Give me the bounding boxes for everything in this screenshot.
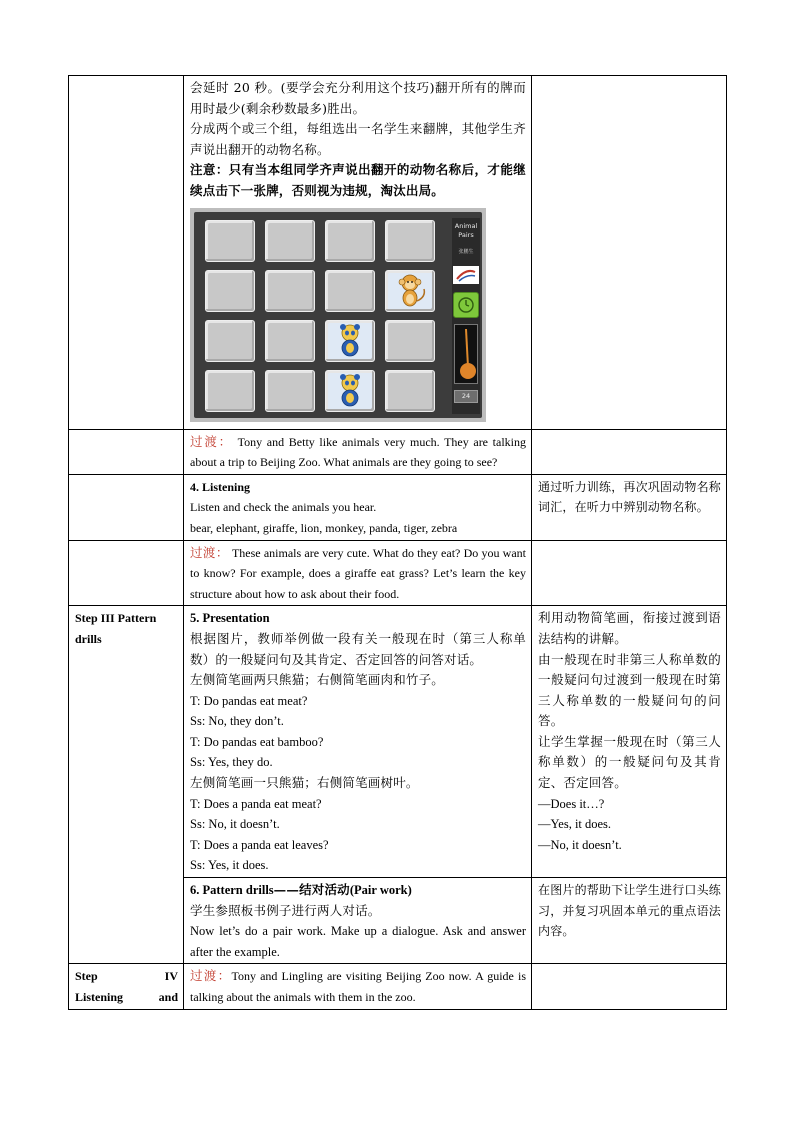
table-row	[69, 878, 727, 964]
card-back	[265, 320, 315, 362]
panda-card	[325, 370, 375, 412]
table-row	[69, 474, 727, 540]
text-line: 左侧简笔画两只熊猫；右侧简笔画肉和竹子。	[190, 672, 445, 688]
step-cell: Step IV Listening and	[69, 964, 184, 1009]
purpose-cell	[532, 76, 727, 430]
step-cell	[69, 540, 184, 606]
animal-pairs-game-screenshot	[190, 208, 486, 422]
activity-cell	[184, 540, 532, 606]
table-row	[69, 606, 727, 878]
text-line: 让学生掌握一般现在时（第三人称单数）的一般疑问句及其肯定、否定回答。	[538, 733, 721, 791]
transition-text: Tony and Betty like animals very much. They are talking about a trip to Beijing Zoo. What animals are they going to see?	[190, 434, 526, 470]
text-line: Now let’s do a pair work. Make up a dialogue. Ask and answer after the example.	[190, 924, 526, 959]
text-line: —No, it doesn’t.	[538, 837, 622, 852]
card-back	[205, 270, 255, 312]
card-grid	[203, 218, 448, 413]
card-back	[385, 220, 435, 262]
transition-label: 过渡：	[190, 545, 229, 560]
transition-text: Tony and Lingling are visiting Beijing Zoo now. A guide is talking about the animals with them in the zoo.	[190, 969, 527, 1004]
timer-icon	[453, 292, 479, 318]
game-sidebar	[452, 218, 480, 414]
purpose-cell	[532, 429, 727, 474]
card-back	[205, 320, 255, 362]
activity-cell	[184, 878, 532, 964]
game-author: 张鹏生	[458, 248, 474, 255]
card-back	[265, 270, 315, 312]
section-heading: 4. Listening	[190, 479, 251, 494]
text-line: 根据图片，教师举例做一段有关一般现在时（第三人称单数）的一般疑问句及其肯定、否定回答的问答对话。	[190, 630, 526, 667]
panda-icon	[326, 321, 374, 361]
step-cell	[69, 76, 184, 430]
text-line: 会延时 20 秒。(要学会充分利用这个技巧)翻开所有的牌而用时最少(剩余秒数最多)胜出。	[190, 80, 526, 116]
lesson-plan-table	[68, 75, 727, 1010]
panda-icon	[326, 371, 374, 411]
dialogue-line: Ss: No, it doesn’t.	[190, 817, 280, 832]
card-back	[205, 220, 255, 262]
transition-label: 过渡：	[190, 969, 232, 984]
section-heading: 6. Pattern drills——结对活动(Pair work)	[190, 882, 412, 898]
card-back	[385, 370, 435, 412]
dialogue-line: T: Does a panda eat meat?	[190, 796, 322, 811]
card-back	[205, 370, 255, 412]
text-line: 由一般现在时非第三人称单数的一般疑问句过渡到一般现在时第三人称单数的一般疑问句的问答。	[538, 651, 721, 729]
text-line: 学生参照板书例子进行两人对话。	[190, 902, 381, 918]
activity-cell	[184, 964, 532, 1009]
dialogue-line: Ss: Yes, it does.	[190, 858, 269, 873]
purpose-cell	[532, 540, 727, 606]
progress-gauge	[454, 324, 478, 384]
panda-card	[325, 320, 375, 362]
purpose-cell: 通过听力训练，再次巩固动物名称词汇，在听力中辨别动物名称。	[532, 474, 727, 540]
section-heading: 5. Presentation	[190, 611, 270, 626]
dialogue-line: T: Does a panda eat leaves?	[190, 837, 329, 852]
card-back	[265, 220, 315, 262]
step-cell	[69, 474, 184, 540]
text-line: —Does it…?	[538, 796, 605, 811]
transition-text: These animals are very cute. What do they eat? Do you want to know? For example, does a giraffe eat grass? Let’s learn the key structure about how to ask about their food.	[190, 545, 526, 601]
logo-icon	[453, 266, 479, 284]
purpose-cell: 在图片的帮助下让学生进行口头练习，并复习巩固本单元的重点语法内容。	[532, 878, 727, 964]
table-row	[69, 429, 727, 474]
text-line: Listen and check the animals you hear.	[190, 500, 377, 515]
step-cell	[69, 878, 184, 964]
card-back	[385, 320, 435, 362]
table-row	[69, 964, 727, 1009]
card-back	[325, 220, 375, 262]
note-text: 注意：只有当本组同学齐声说出翻开的动物名称后，才能继续点击下一张牌，否则视为违规，淘汰出局。	[190, 162, 526, 198]
activity-cell	[184, 606, 532, 878]
dialogue-line: T: Do pandas eat bamboo?	[190, 734, 324, 749]
step-cell: Step III Pattern drills	[69, 606, 184, 878]
activity-cell	[184, 429, 532, 474]
monkey-icon	[386, 271, 434, 311]
activity-cell	[184, 76, 532, 430]
text-line: 利用动物简笔画，衔接过渡到语法结构的讲解。	[538, 610, 721, 646]
dialogue-line: Ss: Yes, they do.	[190, 755, 273, 770]
step-cell	[69, 429, 184, 474]
activity-cell	[184, 474, 532, 540]
text-line: —Yes, it does.	[538, 817, 612, 832]
remaining-counter: 24	[454, 390, 478, 403]
card-back	[325, 270, 375, 312]
dialogue-line: T: Do pandas eat meat?	[190, 693, 308, 708]
table-row	[69, 76, 727, 430]
text-line: 左侧简笔画一只熊猫；右侧简笔画树叶。	[190, 775, 419, 791]
game-title: Animal Pairs	[454, 221, 478, 239]
transition-label: 过渡：	[190, 434, 234, 449]
purpose-cell	[532, 964, 727, 1009]
dialogue-line: Ss: No, they don’t.	[190, 714, 284, 729]
text-line: 分成两个或三个组，每组选出一名学生来翻牌，其他学生齐声说出翻开的动物名称。	[190, 121, 526, 157]
card-back	[265, 370, 315, 412]
table-row	[69, 540, 727, 606]
monkey-card	[385, 270, 435, 312]
text-line: bear, elephant, giraffe, lion, monkey, panda, tiger, zebra	[190, 520, 458, 535]
purpose-cell	[532, 606, 727, 878]
